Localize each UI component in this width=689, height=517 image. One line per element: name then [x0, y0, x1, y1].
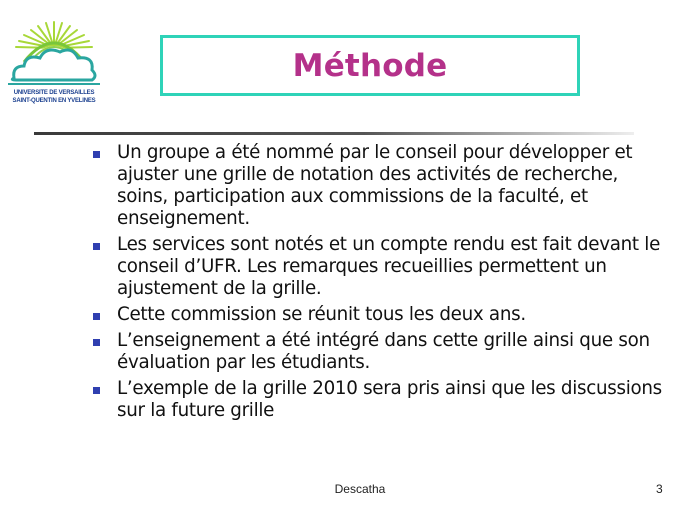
bullet-list	[92, 142, 672, 426]
square-bullet-icon	[93, 313, 100, 320]
logo-text-line-2: SAINT-QUENTIN EN YVELINES	[12, 98, 96, 104]
bullet-text: L’enseignement a été intégré dans cette grille ainsi que son évaluation par les étudiants.	[117, 330, 650, 373]
bullet-item	[92, 330, 672, 374]
bullet-item	[92, 378, 672, 422]
sun-cloud-logo-icon	[4, 18, 104, 88]
slide-title: Méthode	[292, 47, 448, 84]
footer-author: Descatha	[334, 482, 386, 496]
square-bullet-icon	[93, 387, 100, 394]
square-bullet-icon	[93, 339, 100, 346]
bullet-text: Les services sont notés et un compte rendu est fait devant le conseil d’UFR. Les remarques recueillies permettent un ajustement de la grille.	[117, 234, 661, 299]
slide-number: 3	[656, 482, 663, 496]
bullet-text: Cette commission se réunit tous les deux ans.	[117, 304, 526, 325]
bullet-item	[92, 142, 672, 230]
square-bullet-icon	[93, 243, 100, 250]
logo-text-line-1: UNIVERSITE DE VERSAILLES	[13, 90, 95, 96]
bullet-text: Un groupe a été nommé par le conseil pour développer et ajuster une grille de notation des activités de recherche, soins, participation aux commissions de la faculté, et enseignement.	[117, 142, 633, 229]
bullet-text: L’exemple de la grille 2010 sera pris ainsi que les discussions sur la future grille	[117, 378, 662, 421]
title-separator	[34, 132, 634, 135]
title-box	[160, 35, 580, 96]
square-bullet-icon	[93, 151, 100, 158]
university-logo	[4, 18, 104, 104]
bullet-item	[92, 304, 672, 326]
bullet-item	[92, 234, 672, 300]
